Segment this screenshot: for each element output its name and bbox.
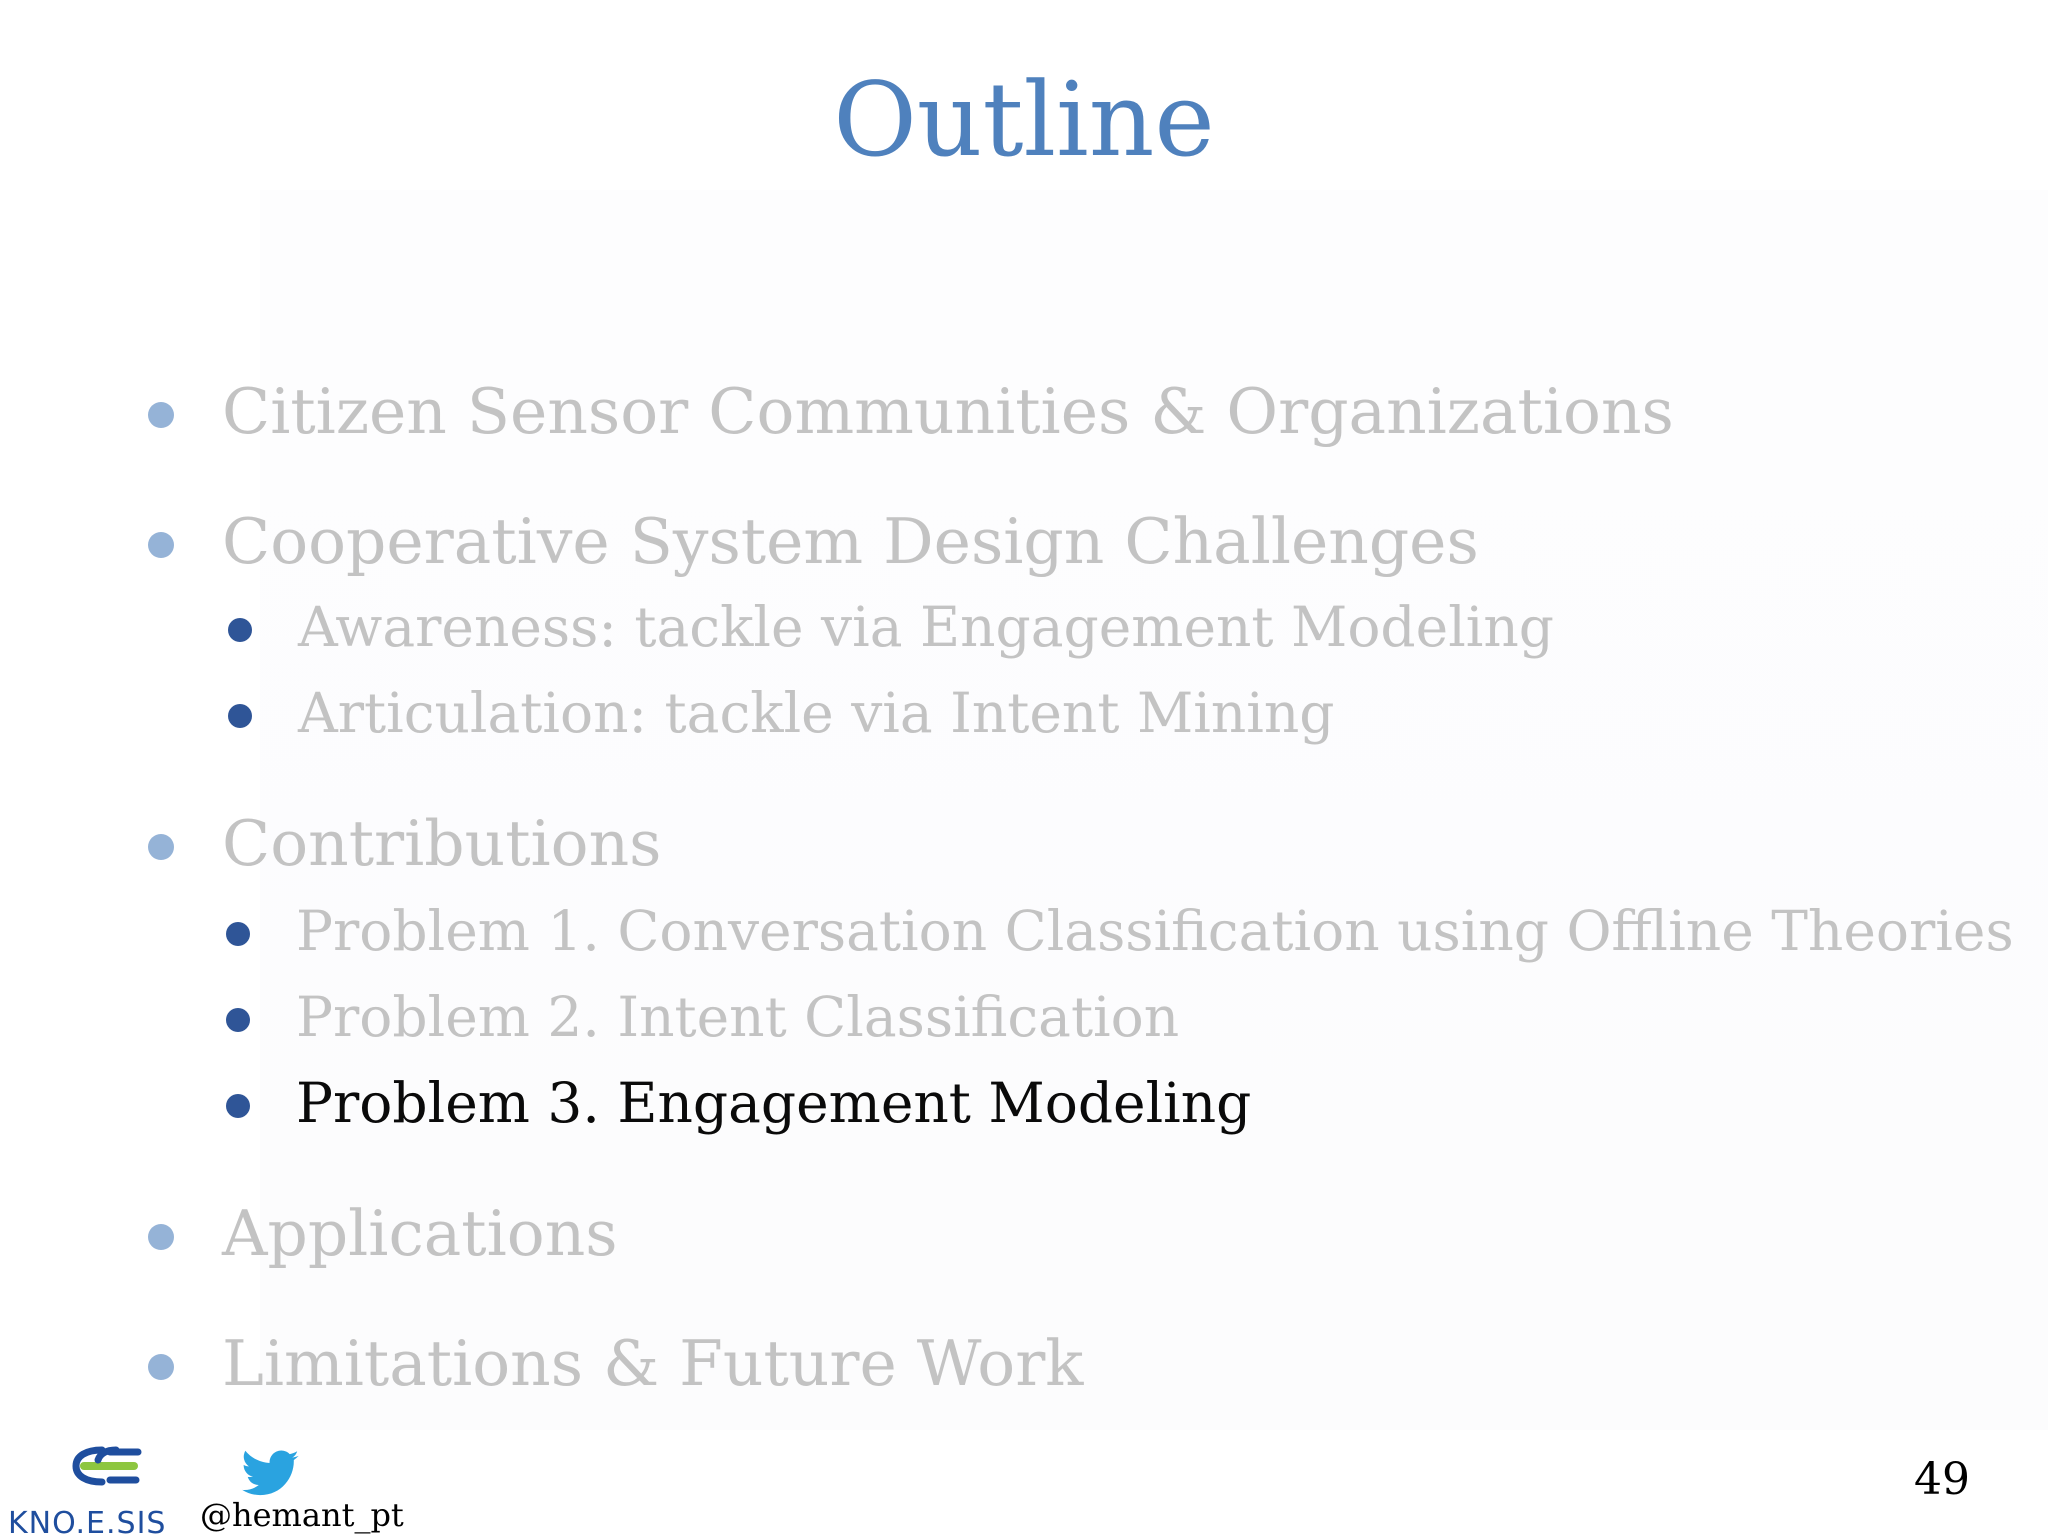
bullet-icon	[226, 922, 250, 946]
bullet-icon	[226, 1008, 250, 1032]
outline-item-text: Limitations & Future Work	[222, 1327, 1084, 1400]
outline-subitem-problem-2	[296, 985, 1180, 1049]
outline-item-limitations	[222, 1327, 1084, 1400]
outline-item-contributions	[222, 807, 662, 880]
slide-title: Outline	[833, 61, 1215, 180]
outline-subitem-awareness	[298, 595, 1555, 659]
outline-subitem-text: Articulation: tackle via Intent Mining	[298, 681, 1335, 745]
outline-subitem-text: Awareness: tackle via Engagement Modeling	[298, 595, 1555, 659]
bullet-icon	[148, 1224, 174, 1250]
bullet-icon	[148, 532, 174, 558]
page-number: 49	[1914, 1454, 1970, 1505]
outline-subitem-problem-3-current	[296, 1071, 1252, 1135]
outline-subitem-text: Problem 2. Intent Classification	[296, 985, 1180, 1049]
logo-wordmark: KNO.E.SIS	[8, 1506, 167, 1536]
twitter-handle: @hemant_pt	[200, 1496, 404, 1534]
outline-item-text: Cooperative System Design Challenges	[222, 505, 1479, 578]
knoesis-logo-icon	[66, 1444, 146, 1488]
bullet-icon	[228, 618, 252, 642]
outline-item-text: Applications	[222, 1197, 618, 1270]
outline-item-text: Citizen Sensor Communities & Organizations	[222, 375, 1674, 448]
twitter-bird-icon	[242, 1450, 300, 1498]
knoesis-logo	[8, 1440, 198, 1536]
outline-item-citizen-sensor	[222, 375, 1674, 448]
outline-subitem-articulation	[298, 681, 1335, 745]
outline-item-design-challenges	[222, 505, 1479, 578]
outline-subitem-text: Problem 3. Engagement Modeling	[296, 1071, 1252, 1135]
outline-item-applications	[222, 1197, 618, 1270]
bullet-icon	[148, 1354, 174, 1380]
outline-subitem-problem-1	[296, 899, 2014, 963]
bullet-icon	[226, 1094, 250, 1118]
bullet-icon	[228, 704, 252, 728]
bullet-icon	[148, 834, 174, 860]
outline-subitem-text: Problem 1. Conversation Classification using Offline Theories	[296, 899, 2014, 963]
bullet-icon	[148, 402, 174, 428]
outline-item-text: Contributions	[222, 807, 662, 880]
